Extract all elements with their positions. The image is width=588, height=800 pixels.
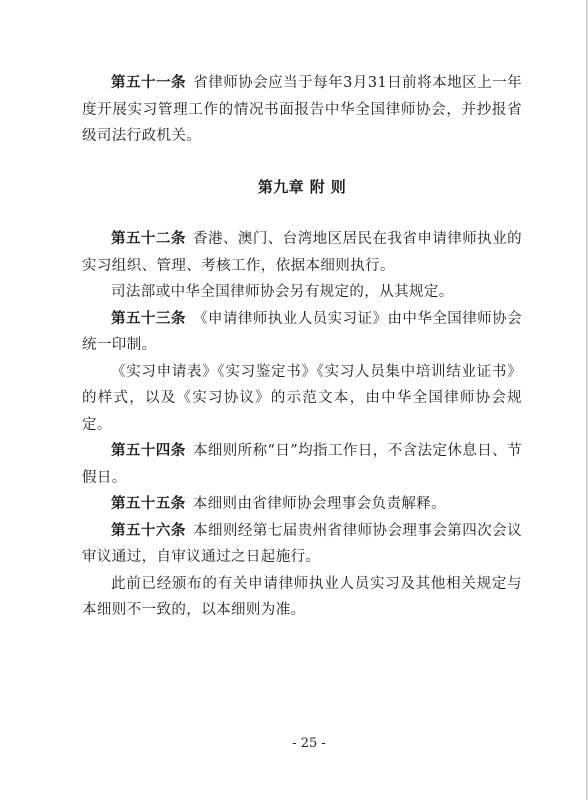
article-52 [82,226,522,279]
article-52-para-2 [82,279,522,306]
article-text: 本细则经第七届贵州省律师协会理事会第四次会议审议通过，自审议通过之日起施行。 [82,522,522,565]
chapter-title: 第九章 附 则 [257,177,347,196]
article-text: 本细则所称“日”均指工作日，不含法定休息日、节假日。 [82,443,522,486]
article-number: 第五十六条 [111,521,186,539]
article-number: 第五十三条 [111,309,186,327]
article-number: 第五十二条 [111,230,186,247]
article-53 [82,306,522,359]
article-51 [82,70,522,150]
paragraph-text: 《实习申请表》《实习鉴定书》《实习人员集中培训结业证书》的样式，以及《实习协议》的示范文本，由中华全国律师协会规定。 [82,363,522,433]
article-number: 第五十四条 [111,442,186,459]
document-body [82,70,522,624]
article-56 [82,518,522,571]
article-number: 第五十五条 [111,495,186,512]
article-text: 《申请律师执业人员实习证》由中华全国律师协会统一印制。 [82,310,522,353]
article-number: 第五十一条 [111,74,186,91]
paragraph-text: 此前已经颁布的有关申请律师执业人员实习及其他相关规定与本细则不一致的，以本细则为准。 [82,575,522,618]
article-text: 省律师协会应当于每年3月31日前将本地区上一年度开展实习管理工作的情况书面报告中华全国律师协会，并抄报省级司法行政机关。 [82,75,523,144]
closing-paragraph [82,571,522,624]
article-53-para-2 [82,359,522,439]
article-text: 本细则由省律师协会理事会负责解释。 [192,496,447,512]
article-text: 香港、澳门、台湾地区居民在我省申请律师执业的实习组织、管理、考核工作，依据本细则执行。 [82,231,522,274]
paragraph-text: 司法部或中华全国律师协会另有规定的，从其规定。 [111,284,454,300]
page-number: - 25 - [292,736,326,751]
article-54 [82,438,522,491]
article-55 [82,491,522,518]
